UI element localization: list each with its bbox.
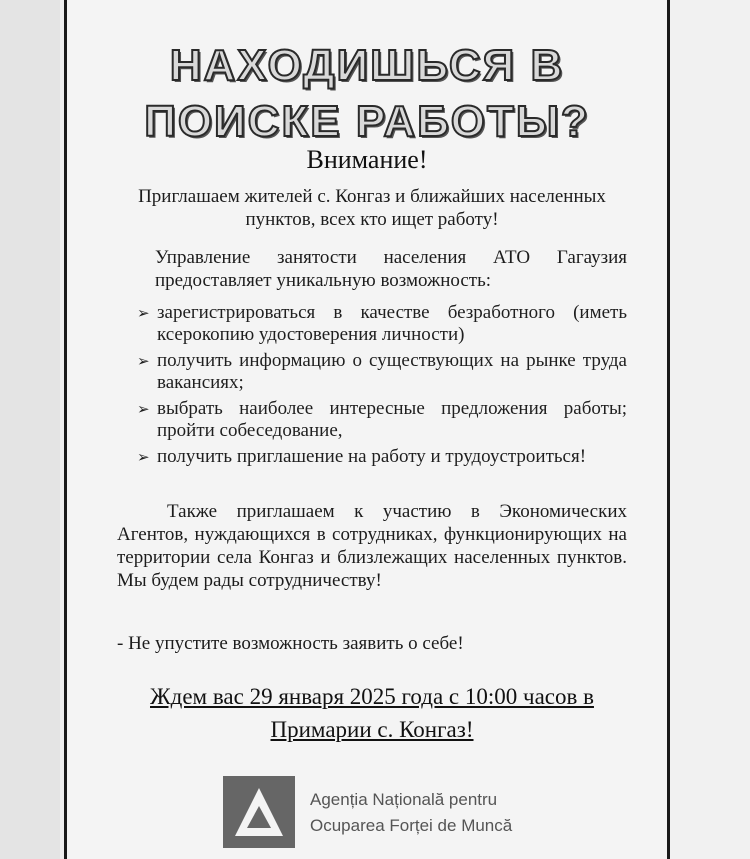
previous-page-edge [0, 0, 60, 859]
event-place-line: Примарии с. Конгаз! [270, 717, 474, 742]
invite-paragraph: Приглашаем жителей с. Конгаз и ближайших населенных пунктов, всех кто ищет работу! [138, 186, 606, 230]
list-item [137, 302, 627, 346]
headline-line-1: НАХОДИШЬСЯ В [169, 41, 565, 90]
agency-name [310, 787, 512, 839]
headline [67, 38, 667, 150]
economic-agents-paragraph: Также приглашаем к участию в Экономических Агентов, нуждающихся в сотрудниках, функционирующих на территории села Конгаз и близлежащих населенных пунктов. Мы будем рады сотрудничеству! [117, 501, 627, 591]
list-item [137, 350, 627, 394]
list-item-text: получить приглашение на работу и трудоустроиться! [157, 446, 587, 467]
agency-logo-icon [223, 776, 295, 848]
arrow-bullet-icon: ➢ [137, 448, 150, 466]
headline-line-2: ПОИСКЕ РАБОТЫ? [144, 97, 590, 146]
attention-title: Внимание! [306, 145, 428, 174]
arrow-bullet-icon: ➢ [137, 352, 150, 370]
list-item-text: выбрать наиболее интересные предложения работы; пройти собеседование, [157, 398, 627, 441]
right-margin [670, 0, 750, 859]
arrow-bullet-icon: ➢ [137, 400, 150, 418]
event-invitation [107, 680, 637, 746]
list-item [137, 446, 627, 468]
management-paragraph: Управление занятости населения АТО Гагаузия предоставляет уникальную возможность: [155, 247, 627, 291]
opportunity-list [137, 302, 627, 472]
list-item [137, 398, 627, 442]
event-date-line: Ждем вас 29 января 2025 года с 10:00 часов в [150, 684, 594, 709]
dont-miss-line: - Не упустите возможность заявить о себе! [117, 633, 464, 654]
arrow-bullet-icon: ➢ [137, 304, 150, 322]
flyer-sheet [64, 0, 670, 859]
list-item-text: получить информацию о существующих на рынке труда вакансиях; [157, 350, 627, 393]
agency-name-line-2: Ocuparea Forței de Muncă [310, 816, 513, 835]
agency-name-line-1: Agenția Națională pentru [310, 790, 498, 809]
list-item-text: зарегистрироваться в качестве безработного (иметь ксерокопию удостоверения личности) [157, 302, 627, 345]
